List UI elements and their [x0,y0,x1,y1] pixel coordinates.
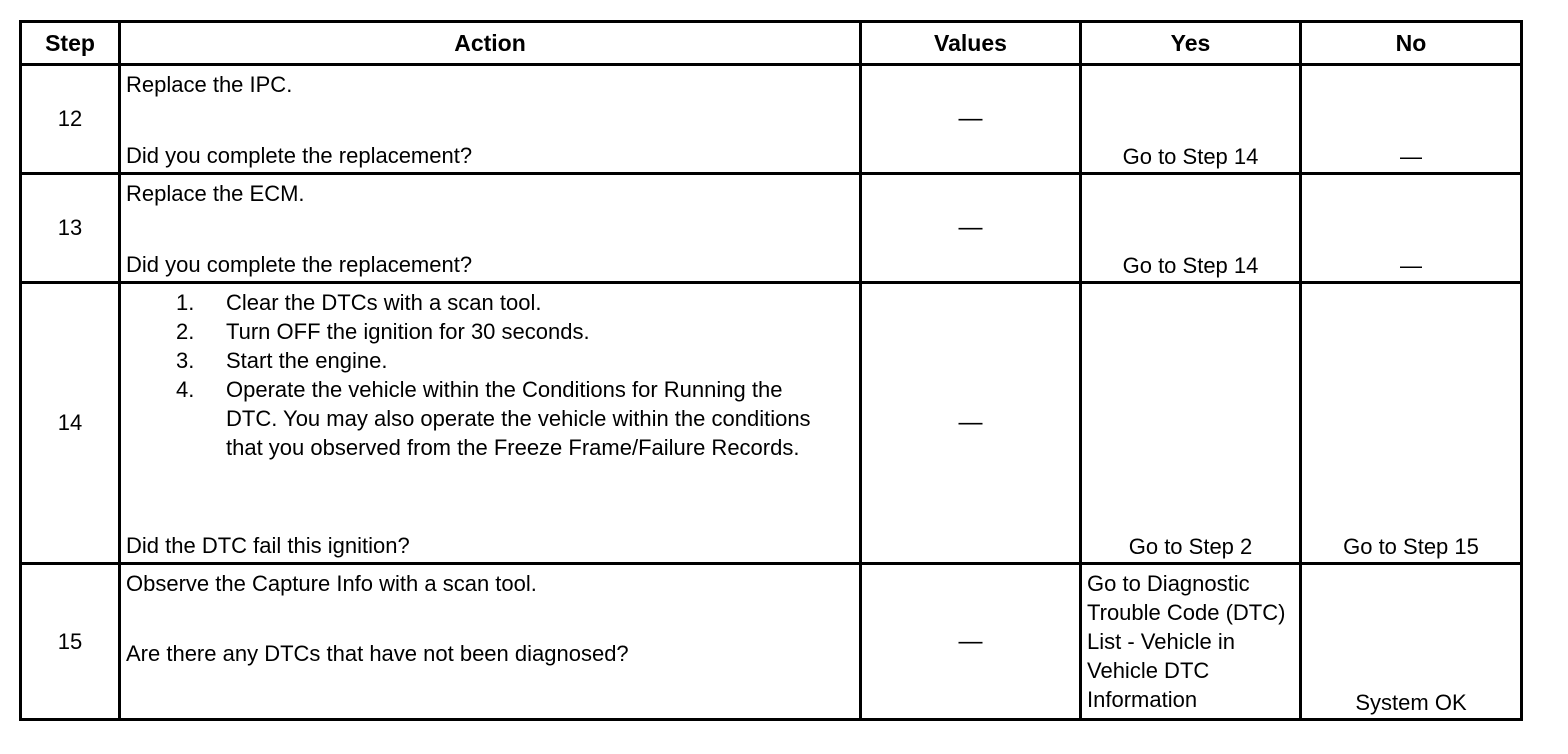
values-cell: — [861,564,1081,720]
action-question: Did the DTC fail this ignition? [126,533,410,558]
action-question: Did you complete the replacement? [126,252,473,277]
no-cell [1301,174,1522,283]
list-item [176,317,816,346]
table-row [21,65,1522,174]
no-text: — [1400,144,1422,169]
action-question: Did you complete the replacement? [126,143,473,168]
list-item [176,288,816,317]
table-row [21,174,1522,283]
no-text: — [1400,253,1422,278]
no-cell [1301,65,1522,174]
step-number: 13 [21,174,120,283]
no-cell [1301,564,1522,720]
list-item [176,346,816,375]
action-text: Replace the IPC. [126,72,293,97]
values-cell: — [861,65,1081,174]
header-row [21,22,1522,65]
yes-cell [1081,65,1301,174]
list-text: Clear the DTCs with a scan tool. [226,290,542,315]
action-cell [120,65,861,174]
action-cell [120,564,861,720]
list-number: 3. [176,348,195,373]
action-question: Are there any DTCs that have not been diagnosed? [126,641,629,666]
no-text: System OK [1355,690,1467,715]
step-number: 12 [21,65,120,174]
table-row [21,564,1522,720]
yes-cell [1081,564,1301,720]
no-text: Go to Step 15 [1343,534,1479,559]
step-number: 15 [21,564,120,720]
header-yes: Yes [1081,22,1301,65]
list-number: 4. [176,377,195,402]
step-number: 14 [21,283,120,564]
header-no: No [1301,22,1522,65]
diagnostic-table [19,20,1523,721]
yes-cell [1081,283,1301,564]
action-cell [120,283,861,564]
no-cell [1301,283,1522,564]
values-cell: — [861,283,1081,564]
list-text: Operate the vehicle within the Conditions for Running the DTC. You may also operate the vehicle within the conditions that you observed from the Freeze Frame/Failure Records. [226,377,811,460]
values-cell: — [861,174,1081,283]
table-row [21,283,1522,564]
action-text: Replace the ECM. [126,181,305,206]
action-cell [120,174,861,283]
procedure-list [176,288,816,462]
yes-text: Go to Step 14 [1122,144,1259,169]
action-text: Observe the Capture Info with a scan tool. [126,571,537,596]
header-action: Action [120,22,861,65]
list-text: Start the engine. [226,348,388,373]
list-text: Turn OFF the ignition for 30 seconds. [226,319,590,344]
header-step: Step [21,22,120,65]
yes-cell [1081,174,1301,283]
header-values: Values [861,22,1081,65]
yes-text: Go to Step 14 [1122,253,1259,278]
list-number: 2. [176,319,195,344]
list-number: 1. [176,290,195,315]
yes-text: Go to Step 2 [1128,534,1253,559]
yes-text: Go to Diagnostic Trouble Code (DTC) List - Vehicle in Vehicle DTC Information [1087,571,1286,712]
list-item [176,375,816,462]
